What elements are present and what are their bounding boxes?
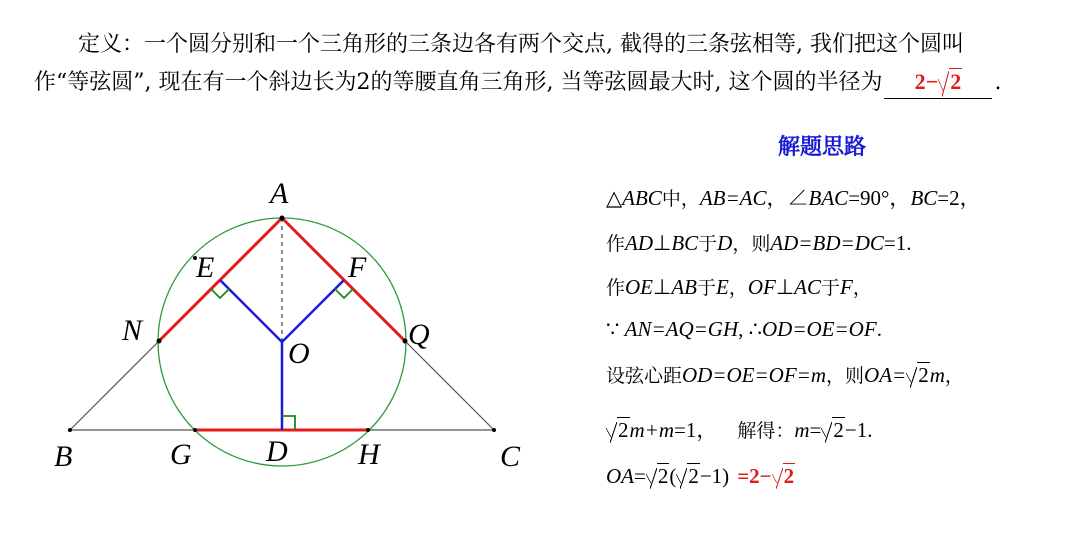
- label-G: G: [170, 438, 192, 471]
- solution-line-4: ∵ AN=AQ=GH, ∴OD=OE=OF.: [606, 317, 882, 341]
- perpendicular-OF: [282, 280, 344, 342]
- label-H: H: [358, 438, 380, 471]
- label-D: D: [266, 435, 288, 468]
- label-N: N: [122, 314, 143, 347]
- solution-line-3: 作OE⊥AB于E，OF⊥AC于F，: [606, 275, 872, 299]
- sqrt-symbol: 2: [906, 363, 930, 388]
- point-C: [492, 428, 496, 432]
- solution-line-2: 作AD⊥BC于D，则AD=BD=DC=1.: [606, 231, 912, 255]
- right-angle-mark-F: [335, 289, 353, 298]
- point-A: [280, 216, 285, 221]
- point-B: [68, 428, 72, 432]
- solution-line-6: 2m+m=1， 解得：m= 2−1.: [606, 414, 872, 444]
- answer-blank: [884, 67, 992, 99]
- right-angle-mark-D: [282, 416, 295, 430]
- right-angle-mark-E: [211, 289, 229, 298]
- label-Q: Q: [408, 318, 430, 351]
- answer-value: 2− 2: [915, 69, 963, 94]
- label-E: E: [196, 251, 215, 284]
- geometry-diagram: [30, 170, 550, 500]
- problem-line-2: 作“等弦圆”, 现在有一个斜边长为2的等腰直角三角形, 当等弦圆最大时, 这个圆的半径为 2− 2 .: [34, 64, 1064, 102]
- sqrt-symbol: 2: [676, 464, 700, 489]
- sqrt-symbol: 2: [821, 418, 845, 443]
- solution-title: 解题思路: [778, 135, 867, 160]
- label-A: A: [270, 177, 289, 210]
- label-B: B: [54, 440, 73, 473]
- point-G: [193, 428, 197, 432]
- segment-BN: [70, 341, 159, 430]
- perpendicular-OE: [220, 280, 282, 342]
- label-O: O: [288, 337, 310, 370]
- problem-statement: [34, 26, 1064, 102]
- solution-line-5: 设弦心距OD=OE=OF=m，则OA= 2m，: [606, 363, 964, 387]
- sqrt-symbol: 2: [606, 418, 630, 443]
- point-Q: [403, 339, 408, 344]
- solution-line-7: OA= 2( 2−1) =2− 2: [606, 464, 795, 488]
- sqrt-symbol: 2: [772, 464, 796, 489]
- point-N: [157, 339, 162, 344]
- solution-line-1: △ABC中，AB=AC，∠BAC=90°，BC=2，: [606, 186, 981, 210]
- point-H: [366, 428, 370, 432]
- label-F: F: [348, 251, 367, 284]
- sqrt-symbol: 2: [938, 67, 962, 97]
- final-result: =2− 2: [737, 464, 795, 488]
- segment-QC: [405, 341, 494, 430]
- sqrt-symbol: 2: [646, 464, 670, 489]
- label-C: C: [500, 440, 521, 473]
- problem-line-1: 定义：一个圆分别和一个三角形的三条边各有两个交点, 截得的三条弦相等, 我们把这个圆叫: [78, 32, 964, 57]
